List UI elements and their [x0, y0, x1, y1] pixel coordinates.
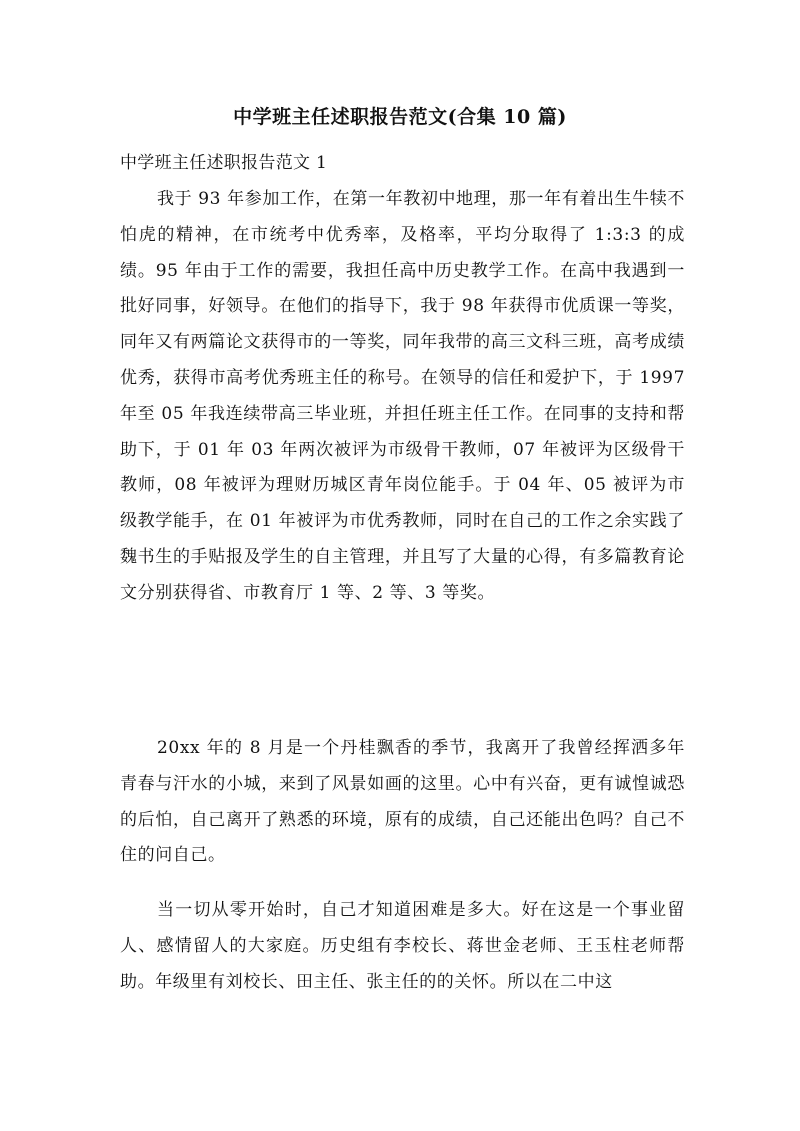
- body-paragraph: 20xx 年的 8 月是一个丹桂飘香的季节，我离开了我曾经挥洒多年青春与汗水的小城，来到了风景如画的这里。心中有兴奋，更有诚惶诚恐的后怕，自己离开了熟悉的环境，原有的成绩，自己还能出色吗？自己不住的问自己。: [120, 738, 685, 866]
- document-title: 中学班主任述职报告范文(合集 10 篇): [233, 106, 567, 128]
- section-heading: 中学班主任述职报告范文 1: [120, 153, 328, 173]
- body-paragraph: 当一切从零开始时，自己才知道困难是多大。好在这是一个事业留人、感情留人的大家庭。历史组有李校长、蒋世金老师、王玉柱老师帮助。年级里有刘校长、田主任、张主任的的关怀。所以在二中这: [120, 900, 685, 992]
- body-paragraph: 我于 93 年参加工作，在第一年教初中地理，那一年有着出生牛犊不怕虎的精神，在市统考中优秀率，及格率，平均分取得了 1:3:3 的成绩。95 年由于工作的需要，我担任高中历史教学工作。在高中我遇到一批好同事，好领导。在他们的指导下，我于 98 年获得市优质课一等奖，同年又有两篇论文获得市的一等奖，同年我带的高三文科三班，高考成绩优秀，获得市高考优秀班主任的称号。在领导的信任和爱护下，于 1997 年至 05 年我连续带高三毕业班，并担任班主任工作。在同事的支持和帮助下，于 01 年 03 年两次被评为市级骨干教师，07 年被评为区级骨干教师，08 年被评为理财历城区青年岗位能手。于 04 年、05 被评为市级教学能手，在 01 年被评为市优秀教师，同时在自己的工作之余实践了魏书生的手贴报及学生的自主管理，并且写了大量的心得，有多篇教育论文分别获得省、市教育厅 1 等、2 等、3 等奖。: [120, 189, 685, 603]
